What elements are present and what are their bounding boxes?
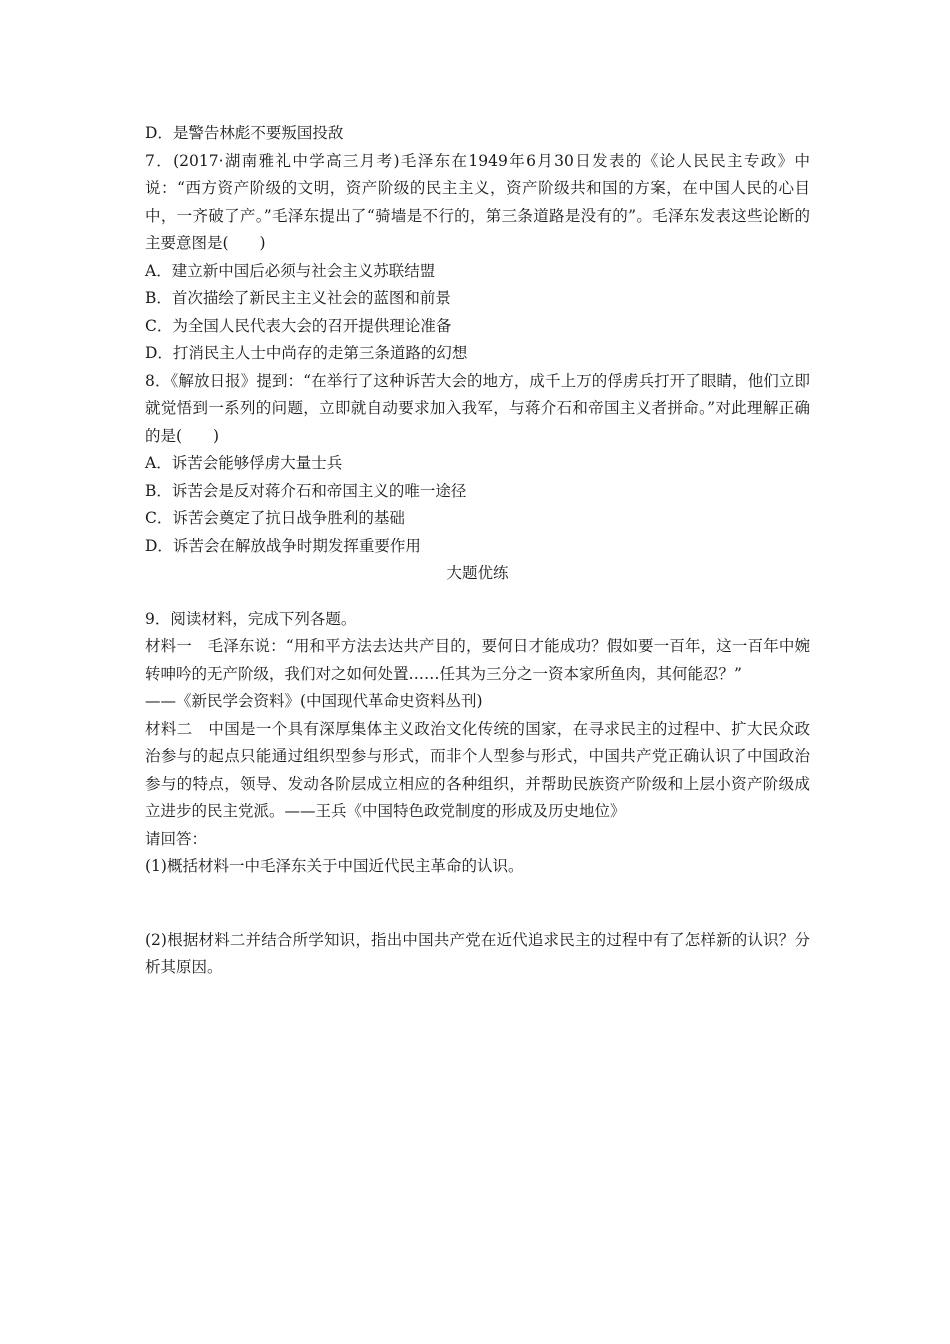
q7-option-b: B．首次描绘了新民主主义社会的蓝图和前景 (145, 289, 451, 307)
exam-page (145, 120, 810, 982)
q9-material-2: 材料二 中国是一个具有深厚集体主义政治文化传统的国家，在寻求民主的过程中、扩大民众政治参与的起点只能通过组织型参与形式，而非个人型参与形式，中国共产党正确认识了中国政治参与的特点，领导、发动各阶层成立相应的各种组织，并帮助民族资产阶级和上层小资产阶级成立进步的民主党派。——王兵《中国特色政党制度的形成及历史地位》 (145, 719, 810, 820)
section-title: 大题优练 (446, 564, 509, 582)
q8-stem: 8．《解放日报》提到：“在举行了这种诉苦大会的地方，成千上万的俘虏兵打开了眼睛，他们立即就觉悟到一系列的问题，立即就自动要求加入我军，与蒋介石和帝国主义者拼命。”对此理解正确的是( ) (145, 371, 810, 445)
q9-source-1: ——《新民学会资料》(中国现代革命史资料丛刊) (145, 692, 483, 710)
q9-intro: 9．阅读材料，完成下列各题。 (145, 609, 357, 628)
spacer (145, 588, 810, 606)
q7-option-a: A．建立新中国后必须与社会主义苏联结盟 (145, 261, 436, 280)
q9-material-1: 材料一 毛泽东说：“用和平方法去达共产目的，要何日才能成功？假如要一百年，这一百年中婉转呻吟的无产阶级，我们对之如何处置……任其为三分之一资本家所鱼肉，其何能忍？” (145, 637, 810, 683)
q7-option-d: D．打消民主人士中尚存的走第三条道路的幻想 (145, 344, 468, 362)
q7-option-c: C．为全国人民代表大会的召开提供理论准备 (145, 316, 452, 335)
q6-option-d: D．是警告林彪不要叛国投敌 (145, 124, 344, 142)
q8-option-b: B．诉苦会是反对蒋介石和帝国主义的唯一途径 (145, 481, 467, 500)
q7-stem: 7．(2017·湖南雅礼中学高三月考)毛泽东在1949年6月30日发表的《论人民民主专政》中说：“西方资产阶级的文明，资产阶级的民主主义，资产阶级共和国的方案，在中国人民的心目中，一齐破了产。”毛泽东提出了“骑墙是不行的，第三条道路是没有的”。毛泽东发表这些论断的主要意图是( ) (145, 151, 810, 252)
answer-space (145, 881, 810, 927)
q9-prompt: 请回答： (145, 829, 208, 848)
q9-subquestion-2: (2)根据材料二并结合所学知识，指出中国共产党在近代追求民主的过程中有了怎样新的认识？分析其原因。 (145, 930, 810, 976)
q8-option-a: A．诉苦会能够俘虏大量士兵 (145, 454, 343, 472)
q9-subquestion-1: (1)概括材料一中毛泽东关于中国近代民主革命的认识。 (145, 857, 524, 875)
q8-option-c: C．诉苦会奠定了抗日战争胜利的基础 (145, 509, 405, 527)
q8-option-d: D．诉苦会在解放战争时期发挥重要作用 (145, 536, 421, 555)
